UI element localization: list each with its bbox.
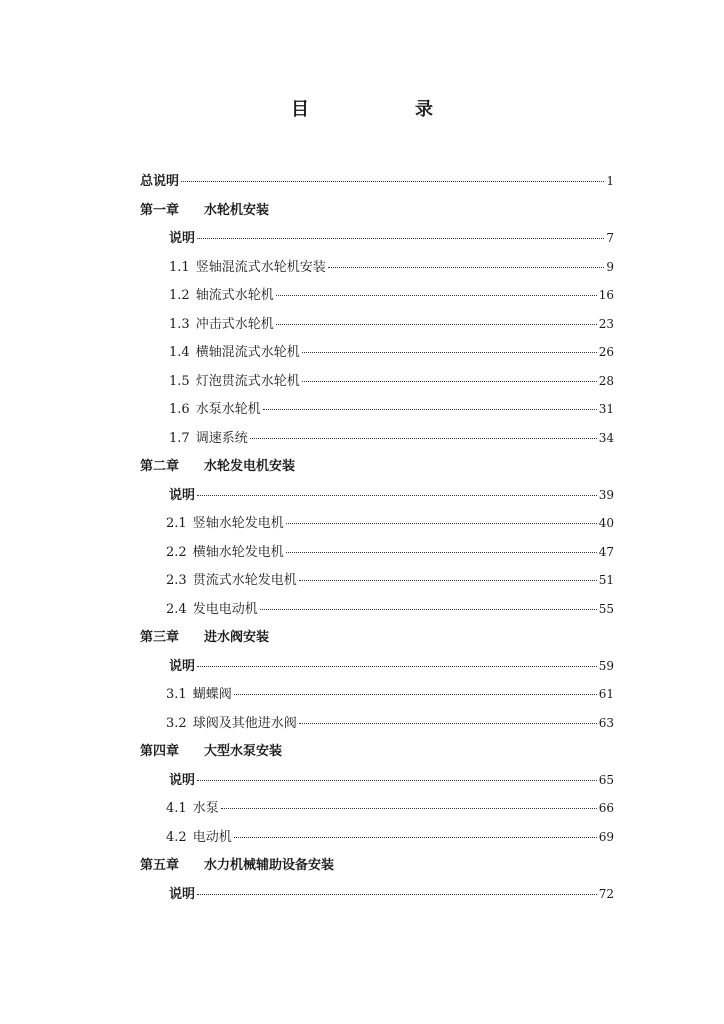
toc-chapter-4[interactable] — [140, 740, 614, 769]
dot-leader — [234, 837, 597, 838]
toc-page-number: 7 — [606, 231, 614, 245]
toc-entry-intro[interactable] — [140, 484, 614, 513]
toc-entry-label: 说明 — [169, 658, 196, 674]
dot-leader — [197, 780, 597, 781]
toc-entry-number: 2.3 — [166, 573, 187, 588]
toc-entry-title: 电动机 — [192, 829, 232, 845]
toc-page-number: 16 — [598, 288, 614, 302]
dot-leader — [221, 808, 597, 809]
chapter-title: 水轮机安装 — [204, 202, 270, 218]
toc-entry-label: 说明 — [169, 886, 196, 902]
toc-entry[interactable] — [140, 313, 614, 342]
chapter-title: 大型水泵安装 — [204, 744, 283, 759]
toc-entry-intro[interactable] — [140, 227, 614, 256]
toc-page-number: 39 — [598, 487, 614, 502]
toc-entry[interactable] — [140, 284, 614, 313]
dot-leader — [197, 495, 597, 496]
dot-leader — [299, 580, 597, 581]
toc-entry-number: 4.1 — [166, 801, 187, 816]
toc-entry-intro[interactable] — [140, 883, 614, 912]
toc-entry[interactable] — [140, 256, 614, 285]
toc-entry[interactable] — [140, 712, 614, 741]
toc-page-number: 28 — [598, 373, 614, 388]
table-of-contents — [140, 170, 614, 911]
dot-leader — [299, 723, 597, 724]
toc-entry-number: 4.2 — [166, 829, 187, 845]
toc-page-number: 72 — [598, 886, 614, 901]
dot-leader — [263, 409, 597, 410]
chapter-number: 第四章 — [140, 744, 180, 759]
dot-leader — [286, 552, 597, 553]
toc-entry-number: 2.1 — [166, 516, 187, 531]
toc-page-number: 61 — [598, 687, 614, 701]
chapter-number: 第一章 — [140, 202, 180, 218]
toc-page-number: 59 — [598, 658, 614, 673]
toc-entry-intro[interactable] — [140, 655, 614, 684]
toc-entry-number: 1.7 — [169, 430, 190, 446]
toc-page-number: 34 — [598, 430, 614, 445]
toc-entry-title: 水泵 — [192, 801, 219, 816]
toc-chapter-1[interactable] — [140, 199, 614, 228]
toc-chapter-5[interactable] — [140, 854, 614, 883]
toc-page-number: 9 — [606, 259, 614, 274]
toc-entry-title: 横轴混流式水轮机 — [195, 345, 300, 360]
dot-leader — [286, 523, 597, 524]
toc-page-number: 47 — [598, 544, 614, 559]
toc-entry-title: 蝴蝶阀 — [192, 687, 232, 702]
toc-entry-number: 2.2 — [166, 544, 187, 560]
toc-entry-title: 竖轴水轮发电机 — [192, 516, 284, 531]
toc-entry-label: 说明 — [169, 772, 196, 788]
chapter-number: 第二章 — [140, 459, 180, 474]
toc-entry[interactable] — [140, 541, 614, 570]
dot-leader — [302, 352, 597, 353]
toc-entry[interactable] — [140, 598, 614, 627]
toc-entry-number: 3.1 — [166, 687, 187, 702]
toc-chapter-2[interactable] — [140, 455, 614, 484]
dot-leader — [260, 609, 597, 610]
toc-entry-number: 1.3 — [169, 316, 190, 332]
chapter-title: 水轮发电机安装 — [204, 459, 296, 474]
dot-leader — [197, 238, 604, 239]
toc-entry[interactable] — [140, 398, 614, 427]
toc-entry-title: 灯泡贯流式水轮机 — [195, 373, 300, 389]
dot-leader — [197, 894, 597, 895]
toc-page-number: 31 — [598, 402, 614, 416]
toc-page-number: 55 — [598, 601, 614, 616]
toc-entry-title: 贯流式水轮发电机 — [192, 573, 297, 588]
toc-entry-number: 2.4 — [166, 601, 187, 617]
toc-page-number: 65 — [598, 772, 614, 787]
toc-entry-label: 说明 — [169, 487, 196, 503]
toc-entry[interactable] — [140, 683, 614, 712]
toc-entry-title: 球阀及其他进水阀 — [192, 715, 297, 731]
toc-page-number: 66 — [598, 801, 614, 815]
chapter-title: 水力机械辅助设备安装 — [204, 858, 335, 873]
chapter-title: 进水阀安装 — [204, 630, 270, 645]
toc-entry-number: 1.1 — [169, 259, 190, 275]
toc-entry-number: 1.5 — [169, 373, 190, 389]
dot-leader — [276, 324, 597, 325]
toc-page-number: 1 — [606, 174, 614, 188]
toc-entry-title: 竖轴混流式水轮机安装 — [195, 259, 326, 275]
toc-entry-number: 3.2 — [166, 715, 187, 731]
chapter-number: 第五章 — [140, 858, 180, 873]
chapter-number: 第三章 — [140, 630, 180, 645]
toc-entry-title: 调速系统 — [195, 430, 248, 446]
page-title: 目 录 — [291, 99, 477, 120]
toc-entry-intro[interactable] — [140, 769, 614, 798]
toc-entry-title: 水泵水轮机 — [195, 402, 261, 417]
toc-page-number: 63 — [598, 715, 614, 730]
toc-entry-number: 1.4 — [169, 345, 190, 360]
dot-leader — [197, 666, 597, 667]
dot-leader — [276, 295, 597, 296]
toc-entry-title: 冲击式水轮机 — [195, 316, 274, 332]
toc-entry[interactable] — [140, 569, 614, 598]
toc-entry[interactable] — [140, 370, 614, 399]
toc-page-number: 40 — [598, 516, 614, 530]
toc-chapter-3[interactable] — [140, 626, 614, 655]
toc-entry-label: 总说明 — [140, 174, 180, 189]
toc-page-number: 23 — [598, 316, 614, 331]
toc-entry-label: 说明 — [169, 231, 196, 246]
toc-page-number: 26 — [598, 345, 614, 359]
toc-entry-number: 1.2 — [169, 288, 190, 303]
toc-entry-general[interactable] — [140, 170, 614, 199]
dot-leader — [181, 181, 604, 182]
toc-entry[interactable] — [140, 512, 614, 541]
toc-entry[interactable] — [140, 797, 614, 826]
toc-entry[interactable] — [140, 427, 614, 456]
toc-entry-title: 发电电动机 — [192, 601, 258, 617]
toc-entry-title: 轴流式水轮机 — [195, 288, 274, 303]
dot-leader — [250, 438, 597, 439]
toc-entry-number: 1.6 — [169, 402, 190, 417]
dot-leader — [234, 694, 597, 695]
toc-entry[interactable] — [140, 341, 614, 370]
toc-entry[interactable] — [140, 826, 614, 855]
toc-page-number: 51 — [598, 573, 614, 587]
toc-page-number: 69 — [598, 829, 614, 844]
dot-leader — [328, 267, 605, 268]
dot-leader — [302, 381, 597, 382]
toc-entry-title: 横轴水轮发电机 — [192, 544, 284, 560]
